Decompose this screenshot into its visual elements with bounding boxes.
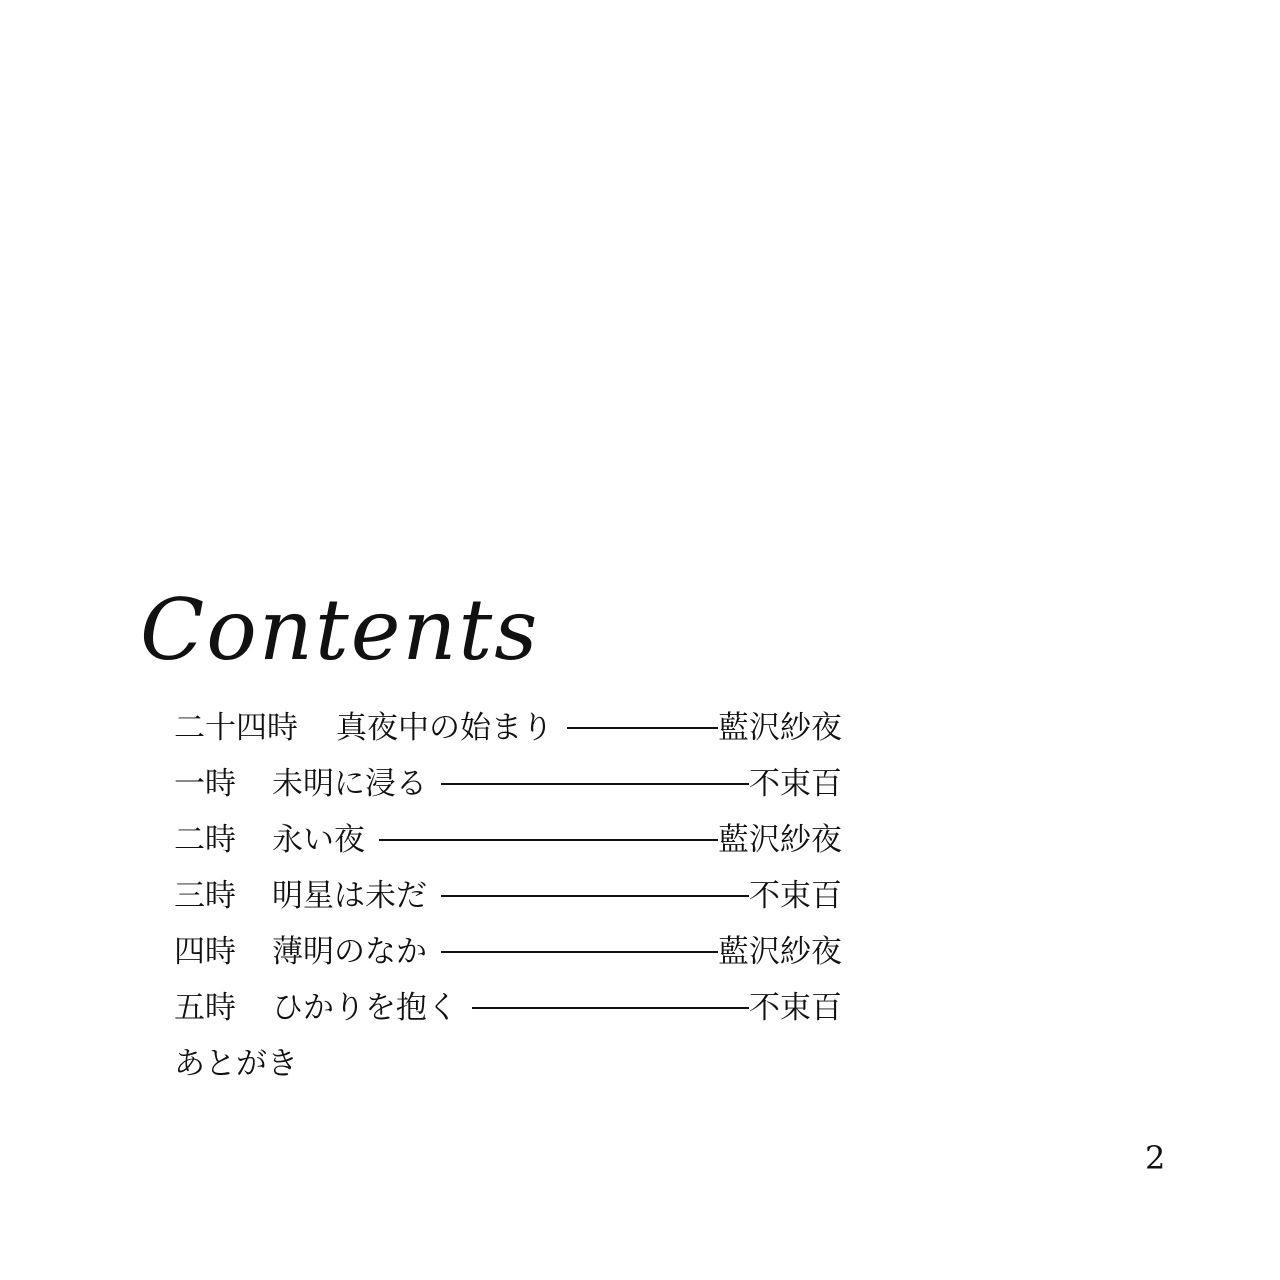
toc-chapter-title: 未明に浸る [272,765,427,802]
toc-leader-line [441,895,749,897]
toc-leader-line [441,783,749,785]
toc-afterword [174,1036,842,1092]
toc-entry [174,980,842,1036]
toc-chapter-title: 永い夜 [272,821,365,858]
toc-author: 不束百 [749,989,842,1026]
toc-leader-line [379,839,718,841]
toc-chapter-label: 四時 [174,933,236,970]
toc-entry [174,812,842,868]
toc-leader-line [567,727,718,729]
toc-chapter-title: ひかりを抱く [272,989,458,1026]
toc-author: 藍沢紗夜 [718,709,842,746]
contents-heading: Contents [140,581,540,679]
toc-chapter-label: 二時 [174,821,236,858]
toc-chapter-label: 二十四時 [174,709,298,746]
toc-chapter-title: 明星は未だ [272,877,427,914]
toc-chapter-title: 薄明のなか [272,933,427,970]
toc-entry [174,924,842,980]
toc-leader-line [472,1007,749,1009]
toc-leader-line [441,951,718,953]
page-number: 2 [1145,1139,1166,1177]
toc-author: 不束百 [749,877,842,914]
toc-author: 藍沢紗夜 [718,821,842,858]
toc-author: 不束百 [749,765,842,802]
toc-chapter-label: 一時 [174,765,236,802]
toc-entry [174,756,842,812]
toc-author: 藍沢紗夜 [718,933,842,970]
toc-chapter-label: 三時 [174,877,236,914]
table-of-contents [174,700,842,1092]
toc-chapter-label: 五時 [174,989,236,1026]
toc-entry [174,700,842,756]
toc-chapter-title: 真夜中の始まり [336,709,553,746]
toc-afterword-label: あとがき [174,1045,298,1082]
toc-entry [174,868,842,924]
